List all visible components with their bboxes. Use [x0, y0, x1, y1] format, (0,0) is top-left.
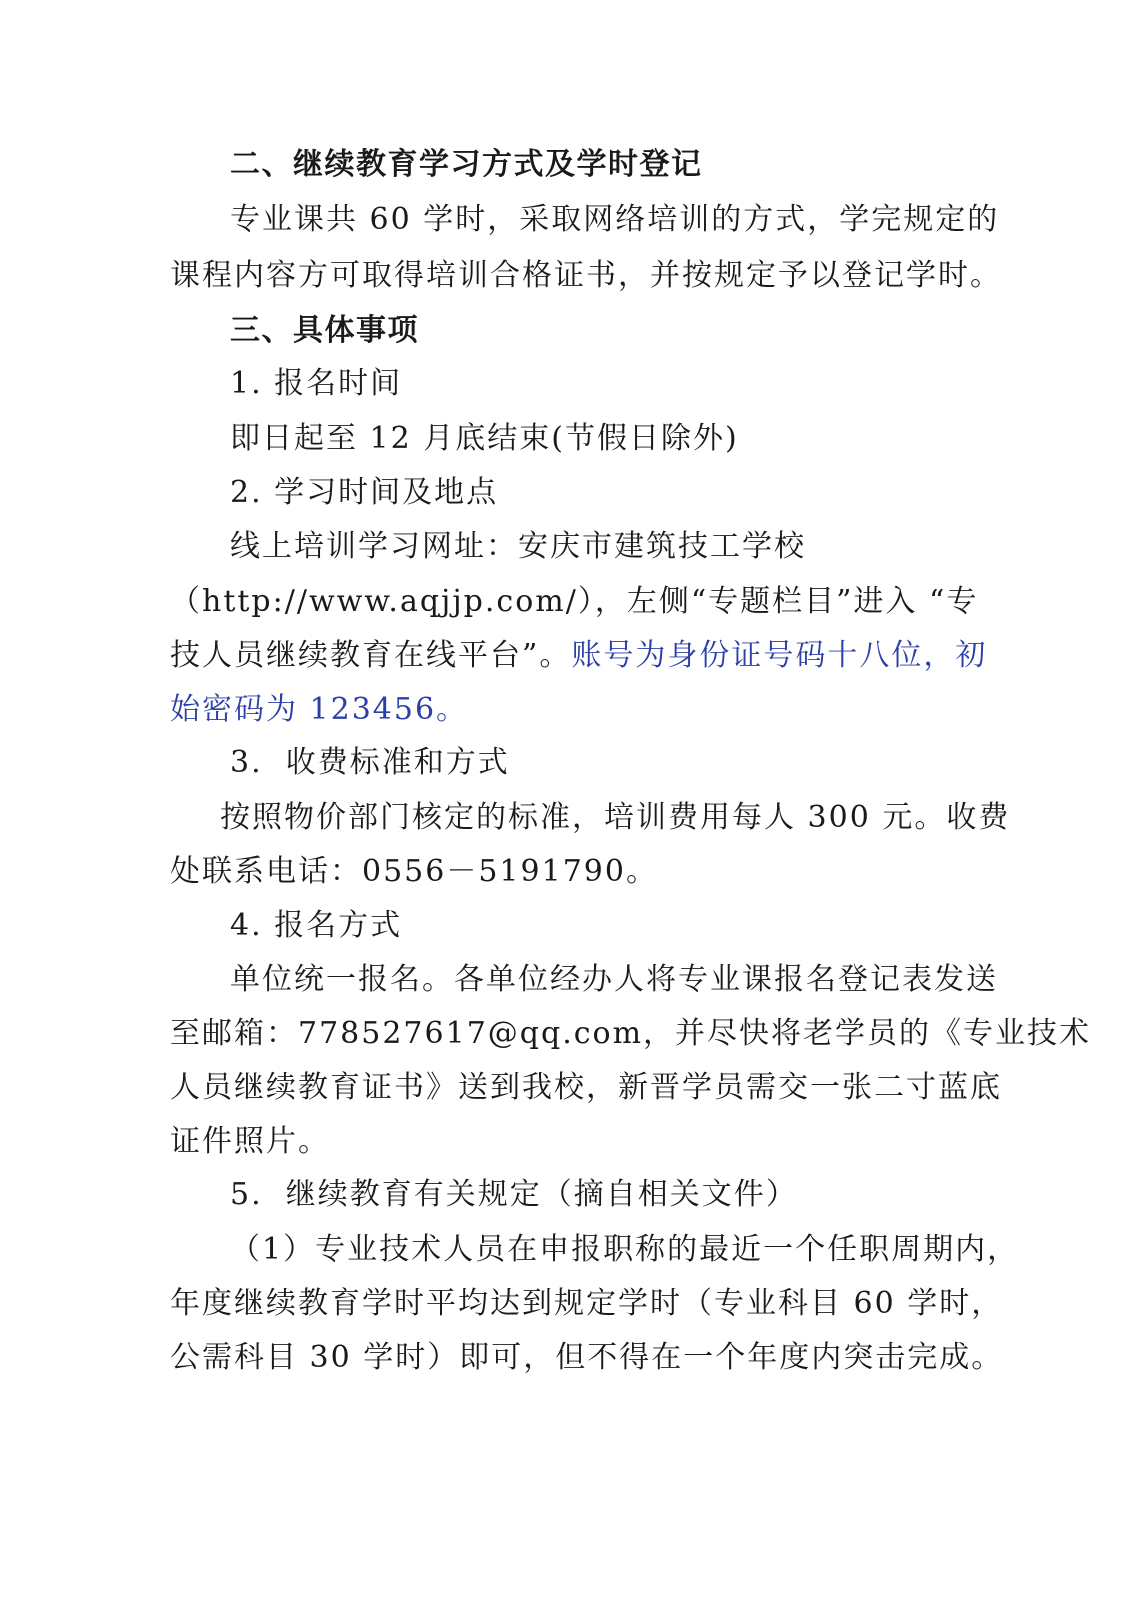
item-1-text: 即日起至 12 月底结束(节假日除外): [230, 421, 739, 456]
item-2-line-3: [170, 636, 987, 676]
item-3-line-1: 按照物价部门核定的标准，培训费用每人 300 元。收费: [220, 800, 1011, 835]
item-3-title: 3. 收费标准和方式: [230, 745, 510, 780]
item-4-line-4: 证件照片。: [170, 1124, 330, 1159]
item-4-line-2-email: 至邮箱：778527617@qq.com，并尽快将老学员的《专业技术: [170, 1016, 1092, 1051]
item-2-title: 2. 学习时间及地点: [230, 475, 499, 510]
item-1-title: 1. 报名时间: [230, 366, 403, 401]
section-heading-3: 三、具体事项: [230, 313, 419, 348]
initial-password-highlight: 始密码为 123456。: [170, 692, 469, 727]
item-2-line-2-url: （http://www.aqjjp.com/），左侧“专题栏目”进入 “专: [170, 584, 979, 619]
item-4-line-3: 人员继续教育证书》送到我校，新晋学员需交一张二寸蓝底: [170, 1070, 1002, 1105]
item-2-line-3-text: 技人员继续教育在线平台”。: [170, 638, 572, 673]
section-heading-2: 二、继续教育学习方式及学时登记: [230, 147, 703, 182]
account-info-highlight: 账号为身份证号码十八位，初: [571, 638, 988, 673]
item-4-line-1: 单位统一报名。各单位经办人将专业课报名登记表发送: [230, 962, 998, 997]
item-4-title: 4. 报名方式: [230, 908, 403, 943]
item-2-line-1: 线上培训学习网址：安庆市建筑技工学校: [230, 529, 806, 564]
item-3-line-2-phone: 处联系电话：0556－5191790。: [170, 854, 658, 889]
item-5-rule-1-line-2: 年度继续教育学时平均达到规定学时（专业科目 60 学时，: [170, 1286, 1004, 1321]
item-5-title: 5. 继续教育有关规定（摘自相关文件）: [230, 1177, 798, 1212]
item-5-rule-1-line-1: （1）专业技术人员在申报职称的最近一个任职周期内，: [230, 1232, 1020, 1267]
item-5-rule-1-line-3: 公需科目 30 学时）即可，但不得在一个年度内突击完成。: [170, 1340, 1004, 1375]
section-2-paragraph-line-1: 专业课共 60 学时，采取网络培训的方式，学完规定的: [230, 202, 1000, 237]
section-2-paragraph-line-2: 课程内容方可取得培训合格证书，并按规定予以登记学时。: [170, 258, 1002, 293]
